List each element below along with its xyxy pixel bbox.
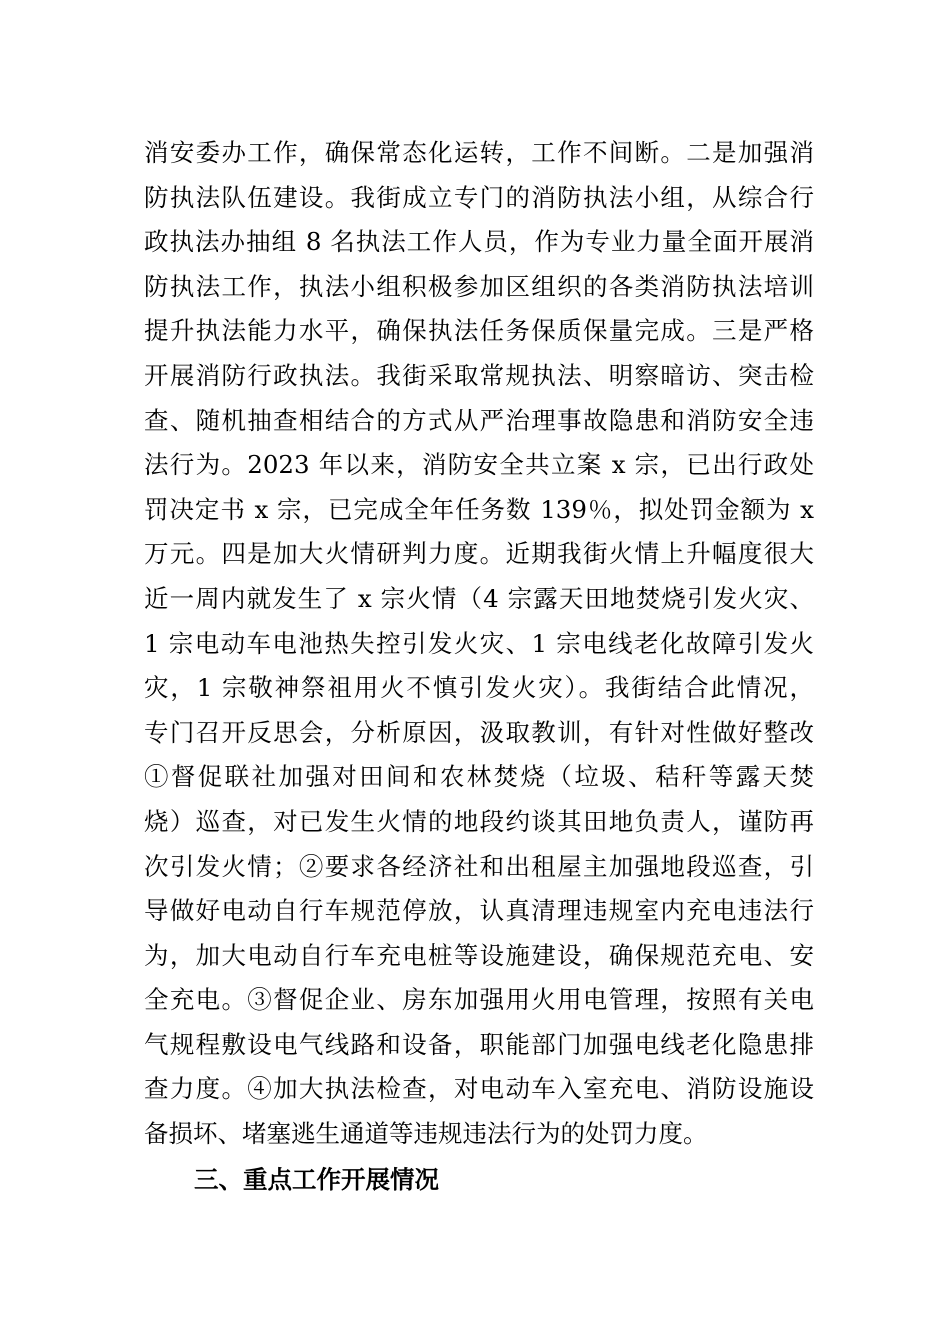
text-line: 灾，1 宗敬神祭祖用火不慎引发火灾）。我街结合此情况， bbox=[144, 673, 814, 703]
text-line: 为，加大电动自行车充电桩等设施建设，确保规范充电、安 bbox=[144, 940, 814, 970]
text-line: 万元。四是加大火情研判力度。近期我街火情上升幅度很大 bbox=[144, 539, 814, 569]
text-line: 近一周内就发生了 x 宗火情（4 宗露天田地焚烧引发火灾、 bbox=[144, 583, 814, 613]
text-line: 法行为。2023 年以来，消防安全共立案 x 宗，已出行政处 bbox=[144, 450, 814, 480]
text-line: 罚决定书 x 宗，已完成全年任务数 139％，拟处罚金额为 x bbox=[144, 494, 814, 524]
text-line: 开展消防行政执法。我街采取常规执法、明察暗访、突击检 bbox=[144, 360, 814, 390]
text-line: 查、随机抽查相结合的方式从严治理事故隐患和消防安全违 bbox=[144, 405, 814, 435]
text-line: 全充电。③督促企业、房东加强用火用电管理，按照有关电 bbox=[144, 985, 814, 1015]
text-line: 防执法队伍建设。我街成立专门的消防执法小组，从综合行 bbox=[144, 182, 814, 212]
text-line: 政执法办抽组 8 名执法工作人员，作为专业力量全面开展消 bbox=[144, 227, 814, 257]
text-line: 防执法工作，执法小组积极参加区组织的各类消防执法培训 bbox=[144, 271, 814, 301]
text-line: 消安委办工作，确保常态化运转，工作不间断。二是加强消 bbox=[144, 138, 814, 167]
text-line: 气规程敷设电气线路和设备，职能部门加强电线老化隐患排 bbox=[144, 1029, 814, 1059]
section-heading: 三、重点工作开展情况 bbox=[194, 1165, 439, 1194]
text-line: 备损坏、堵塞逃生通道等违规违法行为的处罚力度。 bbox=[144, 1119, 708, 1149]
text-line: 1 宗电动车电池热失控引发火灾、1 宗电线老化故障引发火 bbox=[144, 628, 814, 658]
body-paragraph bbox=[144, 131, 814, 1157]
text-line: 烧）巡查，对已发生火情的地段约谈其田地负责人，谨防再 bbox=[144, 806, 814, 836]
text-line: 专门召开反思会，分析原因，汲取教训，有针对性做好整改 bbox=[144, 717, 814, 747]
text-line: 提升执法能力水平，确保执法任务保质保量完成。三是严格 bbox=[144, 316, 814, 346]
text-line: ①督促联社加强对田间和农林焚烧（垃圾、秸秆等露天焚 bbox=[144, 762, 814, 792]
text-line: 导做好电动自行车规范停放，认真清理违规室内充电违法行 bbox=[144, 896, 814, 926]
text-line: 查力度。④加大执法检查，对电动车入室充电、消防设施设 bbox=[144, 1074, 814, 1104]
text-line: 次引发火情；②要求各经济社和出租屋主加强地段巡查，引 bbox=[144, 851, 814, 881]
